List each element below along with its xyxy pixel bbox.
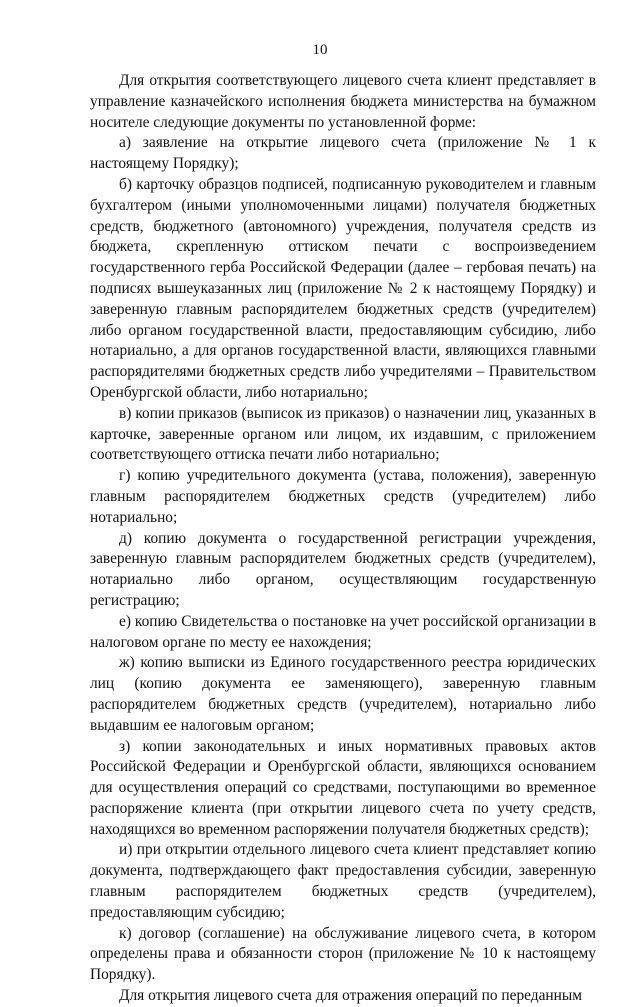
list-item-d: д) копию документа о государственной регистрации учреждения, заверенную главным распорядителем бюджетных средств (учредителем), нотариально либо органом, осуществляющим государственную регистрацию; (90, 529, 596, 609)
paragraph-intro: Для открытия соответствующего лицевого счета клиент представляет в управление казначейского исполнения бюджета министерства на бумажном носителе следующие документы по установленной форме: (90, 72, 596, 131)
page-number: 10 (312, 42, 328, 58)
list-item-a: а) заявление на открытие лицевого счета (приложение № 1 к настоящему Порядку); (90, 134, 596, 173)
list-item-i: и) при открытии отдельного лицевого счета клиент представляет копию документа, подтверждающего факт предоставления субсидии, заверенную главным распорядителем бюджетных средств (учредителем), предоставляющим субсидию; (90, 841, 596, 921)
list-item-k: к) договор (соглашение) на обслуживание лицевого счета, в котором определены права и обязанности сторон (приложение № 10 к настоящему Порядку). (90, 924, 596, 984)
paragraph-continuation: Для открытия лицевого счета для отражения операций по переданным (119, 987, 582, 1005)
list-item-zh: ж) копию выписки из Единого государственного реестра юридических лиц (копию документа ее заменяющего), заверенную главным распорядителем бюджетных средств (учредителем), нотариально либо выдавшим ее налоговым органом; (90, 654, 596, 734)
list-item-v: в) копии приказов (выписок из приказов) о назначении лиц, указанных в карточке, заверенные органом или лицом, их издавшим, с приложением соответствующего оттиска печати либо нотариально; (90, 404, 596, 464)
list-item-e: е) копию Свидетельства о постановке на учет российской организации в налоговом органе по месту ее нахождения; (90, 612, 596, 651)
list-item-b: б) карточку образцов подписей, подписанную руководителем и главным бухгалтером (иными уполномоченными лицами) получателя бюджетных средств, бюджетного (автономного) учреждения, получателя средств из бюджета, скрепленную оттиском печати с воспроизведением государственного герба Российской Федерации (далее – гербовая печать) на подписях вышеуказанных лиц (приложение № 2 к настоящему Порядку) и заверенную главным распорядителем бюджетных средств (учредителем) либо органом государственной власти, предоставляющим субсидию, либо нотариально, а для органов государственной власти, являющихся главными распорядителями бюджетных средств либо учредителями – Правительством Оренбургской области, либо нотариально; (90, 175, 596, 401)
list-item-g: г) копию учредительного документа (устава, положения), заверенную главным распорядителем бюджетных средств (учредителем) либо нотариально; (90, 467, 596, 526)
list-item-z: з) копии законодательных и иных нормативных правовых актов Российской Федерации и Оренбургской области, являющихся основанием для осуществления операций со средствами, поступающими во временное распоряжение клиента (при открытии лицевого счета по учету средств, находящихся во временном распоряжении получателя бюджетных средств); (90, 737, 596, 838)
document-body (90, 71, 596, 1007)
